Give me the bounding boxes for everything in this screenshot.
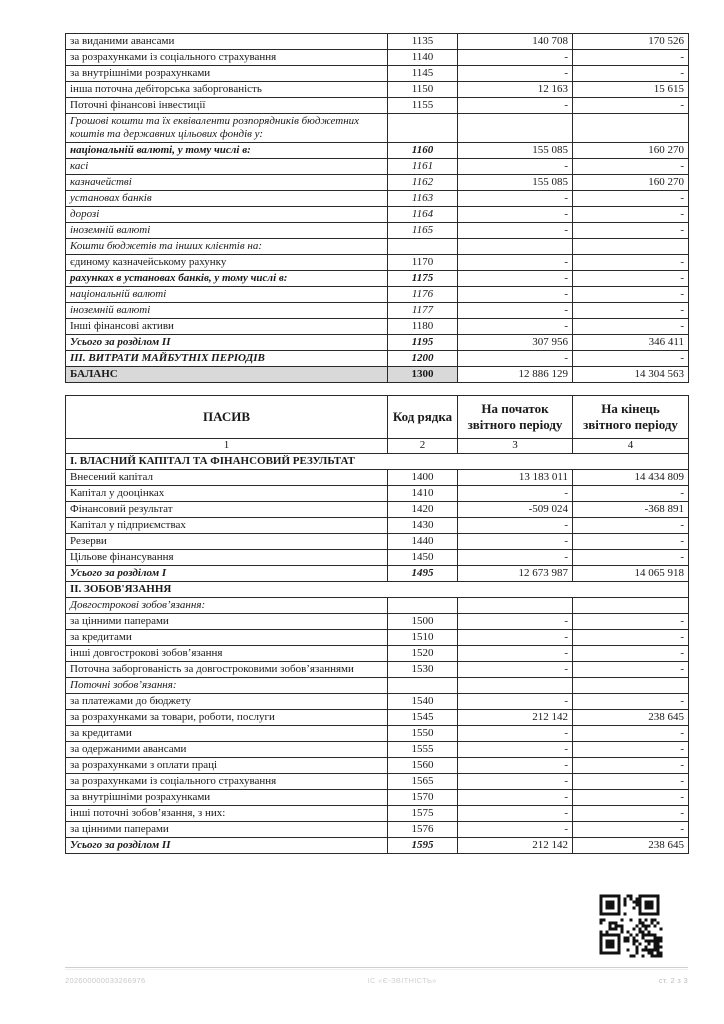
section-title: І. ВЛАСНИЙ КАПІТАЛ ТА ФІНАНСОВИЙ РЕЗУЛЬТАТ [66, 453, 689, 469]
table-row [66, 549, 689, 565]
value-period-start [458, 114, 573, 143]
value-period-start: 140 708 [458, 34, 573, 50]
value-period-end: - [573, 254, 689, 270]
value-period-start: - [458, 98, 573, 114]
value-period-end: - [573, 222, 689, 238]
table-row [66, 238, 689, 254]
table-row [66, 773, 689, 789]
value-period-start: - [458, 50, 573, 66]
value-period-end: 15 615 [573, 82, 689, 98]
row-code: 1155 [388, 98, 458, 114]
row-label: Усього за розділом ІІ [66, 837, 388, 853]
value-period-start: 155 085 [458, 142, 573, 158]
table-row [66, 286, 689, 302]
row-label: Поточні фінансові інвестиції [66, 98, 388, 114]
table-row [66, 821, 689, 837]
table-row [66, 661, 689, 677]
table-row [66, 34, 689, 50]
value-period-start: - [458, 613, 573, 629]
row-code: 1162 [388, 174, 458, 190]
row-code: 1180 [388, 318, 458, 334]
value-period-end: - [573, 350, 689, 366]
value-period-start: - [458, 789, 573, 805]
table-row [66, 805, 689, 821]
row-label: за цінними паперами [66, 821, 388, 837]
row-code: 1576 [388, 821, 458, 837]
section-row [66, 453, 689, 469]
row-label: установах банків [66, 190, 388, 206]
row-label: єдиному казначейському рахунку [66, 254, 388, 270]
value-period-end: 14 434 809 [573, 469, 689, 485]
value-period-start: - [458, 629, 573, 645]
row-code: 1560 [388, 757, 458, 773]
value-period-end: 170 526 [573, 34, 689, 50]
value-period-start [458, 238, 573, 254]
value-period-start [458, 677, 573, 693]
value-period-end: 238 645 [573, 709, 689, 725]
row-label: Кошти бюджетів та інших клієнтів на: [66, 238, 388, 254]
row-code [388, 238, 458, 254]
row-code: 1545 [388, 709, 458, 725]
column-number-2: 2 [388, 438, 458, 453]
value-period-end: - [573, 613, 689, 629]
column-header-code: Код рядка [388, 395, 458, 438]
value-period-end: - [573, 98, 689, 114]
table-row [66, 501, 689, 517]
value-period-end [573, 238, 689, 254]
value-period-end: - [573, 318, 689, 334]
liabilities-table [65, 395, 689, 854]
table-row [66, 190, 689, 206]
table-row [66, 98, 689, 114]
value-period-start: - [458, 286, 573, 302]
value-period-start: - [458, 741, 573, 757]
assets-table-body [66, 34, 689, 383]
footer-document-number: 202600000033266976 [65, 976, 146, 985]
value-period-start: - [458, 645, 573, 661]
table-row [66, 270, 689, 286]
value-period-start: - [458, 350, 573, 366]
value-period-start: - [458, 302, 573, 318]
column-number-3: 3 [458, 438, 573, 453]
table-row [66, 629, 689, 645]
row-code: 1150 [388, 82, 458, 98]
value-period-end: - [573, 629, 689, 645]
row-code: 1555 [388, 741, 458, 757]
table-row [66, 757, 689, 773]
value-period-start: 155 085 [458, 174, 573, 190]
column-header-period-end: На кінець звітного періоду [573, 395, 689, 438]
footer-page-number: ст. 2 з 3 [658, 976, 688, 985]
row-code: 1520 [388, 645, 458, 661]
value-period-end: - [573, 805, 689, 821]
value-period-end: - [573, 789, 689, 805]
row-code: 1530 [388, 661, 458, 677]
value-period-start: - [458, 533, 573, 549]
row-code: 1160 [388, 142, 458, 158]
table-row [66, 677, 689, 693]
row-code: 1430 [388, 517, 458, 533]
value-period-end: - [573, 821, 689, 837]
row-label: казначействі [66, 174, 388, 190]
row-label: за розрахунками за товари, роботи, послуги [66, 709, 388, 725]
value-period-end: - [573, 645, 689, 661]
value-period-end: 238 645 [573, 837, 689, 853]
table-row [66, 837, 689, 853]
table-row [66, 318, 689, 334]
table-row [66, 645, 689, 661]
table-row [66, 50, 689, 66]
row-label: інші поточні зобов’язання, з них: [66, 805, 388, 821]
row-code: 1170 [388, 254, 458, 270]
value-period-start: - [458, 549, 573, 565]
table-row [66, 693, 689, 709]
row-code: 1500 [388, 613, 458, 629]
table-row [66, 597, 689, 613]
row-label: за розрахунками із соціального страхування [66, 50, 388, 66]
value-period-end: - [573, 66, 689, 82]
row-code: 1595 [388, 837, 458, 853]
value-period-end [573, 114, 689, 143]
row-label: інша поточна дебіторська заборгованість [66, 82, 388, 98]
table-row [66, 350, 689, 366]
row-code [388, 597, 458, 613]
row-code: 1420 [388, 501, 458, 517]
balance-sheet-page [65, 33, 688, 854]
value-period-end: 346 411 [573, 334, 689, 350]
table-row [66, 82, 689, 98]
row-label: Усього за розділом І [66, 565, 388, 581]
row-code: 1164 [388, 206, 458, 222]
value-period-end: - [573, 725, 689, 741]
section-title: ІІ. ЗОБОВ'ЯЗАННЯ [66, 581, 689, 597]
row-label: за розрахунками з оплати праці [66, 757, 388, 773]
value-period-end: - [573, 661, 689, 677]
table-row [66, 66, 689, 82]
column-number-row [66, 438, 689, 453]
row-label: дорозі [66, 206, 388, 222]
row-label: Цільове фінансування [66, 549, 388, 565]
assets-table-continuation [65, 33, 689, 383]
table-row [66, 206, 689, 222]
row-code: 1195 [388, 334, 458, 350]
row-label: іноземній валюті [66, 302, 388, 318]
value-period-end: - [573, 50, 689, 66]
row-label: за одержаними авансами [66, 741, 388, 757]
table-row [66, 469, 689, 485]
value-period-start: - [458, 158, 573, 174]
value-period-start: - [458, 206, 573, 222]
value-period-end: - [573, 533, 689, 549]
row-code: 1400 [388, 469, 458, 485]
qr-code [598, 893, 664, 959]
row-code [388, 677, 458, 693]
table-row [66, 565, 689, 581]
table-row [66, 158, 689, 174]
value-period-end: - [573, 206, 689, 222]
row-label: за кредитами [66, 629, 388, 645]
liabilities-header-row [66, 395, 689, 438]
row-label: Капітал у дооцінках [66, 485, 388, 501]
footer-divider [65, 967, 688, 970]
column-header-period-start: На початок звітного періоду [458, 395, 573, 438]
table-row [66, 254, 689, 270]
value-period-end: - [573, 693, 689, 709]
row-code: 1565 [388, 773, 458, 789]
row-label: національній валюті, у тому числі в: [66, 142, 388, 158]
row-code: 1510 [388, 629, 458, 645]
row-code: 1145 [388, 66, 458, 82]
column-number-4: 4 [573, 438, 689, 453]
row-code: 1200 [388, 350, 458, 366]
value-period-end: - [573, 158, 689, 174]
row-label: за кредитами [66, 725, 388, 741]
value-period-start: 212 142 [458, 709, 573, 725]
table-row [66, 222, 689, 238]
row-label: Грошові кошти та їх еквіваленти розпорядників бюджетних коштів та державних цільових фондів у: [66, 114, 388, 143]
row-label: касі [66, 158, 388, 174]
value-period-end: 160 270 [573, 174, 689, 190]
row-label: рахунках в установах банків, у тому числі в: [66, 270, 388, 286]
row-code: 1163 [388, 190, 458, 206]
row-label: інші довгострокові зобов’язання [66, 645, 388, 661]
table-row [66, 725, 689, 741]
table-row [66, 334, 689, 350]
row-label: БАЛАНС [66, 366, 388, 382]
value-period-end: 14 065 918 [573, 565, 689, 581]
table-row [66, 302, 689, 318]
value-period-start: 307 956 [458, 334, 573, 350]
table-row [66, 366, 689, 382]
value-period-start: 13 183 011 [458, 469, 573, 485]
value-period-start: 12 886 129 [458, 366, 573, 382]
row-code: 1300 [388, 366, 458, 382]
row-code: 1440 [388, 533, 458, 549]
value-period-end [573, 677, 689, 693]
value-period-start: - [458, 661, 573, 677]
page-footer [65, 976, 688, 985]
value-period-start: - [458, 222, 573, 238]
value-period-end: 160 270 [573, 142, 689, 158]
table-row [66, 533, 689, 549]
row-code: 1177 [388, 302, 458, 318]
value-period-end: - [573, 773, 689, 789]
table-row [66, 709, 689, 725]
row-label: Резерви [66, 533, 388, 549]
column-number-1: 1 [66, 438, 388, 453]
row-label: Довгострокові зобов’язання: [66, 597, 388, 613]
row-label: Капітал у підприємствах [66, 517, 388, 533]
row-code: 1495 [388, 565, 458, 581]
value-period-end: - [573, 517, 689, 533]
value-period-start: -509 024 [458, 501, 573, 517]
row-label: за виданими авансами [66, 34, 388, 50]
row-label: ІІІ. ВИТРАТИ МАЙБУТНІХ ПЕРІОДІВ [66, 350, 388, 366]
value-period-start: - [458, 318, 573, 334]
value-period-end: - [573, 485, 689, 501]
row-label: Інші фінансові активи [66, 318, 388, 334]
value-period-start: - [458, 270, 573, 286]
table-row [66, 174, 689, 190]
value-period-start: - [458, 805, 573, 821]
column-header-pasyv: ПАСИВ [66, 395, 388, 438]
section-row [66, 581, 689, 597]
table-row [66, 517, 689, 533]
row-code: 1575 [388, 805, 458, 821]
table-row [66, 485, 689, 501]
row-code: 1540 [388, 693, 458, 709]
row-label: іноземній валюті [66, 222, 388, 238]
table-row [66, 142, 689, 158]
row-label: Внесений капітал [66, 469, 388, 485]
value-period-start: - [458, 517, 573, 533]
row-code: 1140 [388, 50, 458, 66]
row-label: за цінними паперами [66, 613, 388, 629]
value-period-start: - [458, 66, 573, 82]
value-period-end: -368 891 [573, 501, 689, 517]
value-period-start: - [458, 190, 573, 206]
value-period-end: - [573, 549, 689, 565]
value-period-start: 212 142 [458, 837, 573, 853]
row-code: 1165 [388, 222, 458, 238]
value-period-start: 12 163 [458, 82, 573, 98]
liabilities-table-body [66, 453, 689, 853]
value-period-end: - [573, 190, 689, 206]
row-label: Фінансовий результат [66, 501, 388, 517]
table-row [66, 613, 689, 629]
value-period-start: - [458, 254, 573, 270]
value-period-start: - [458, 693, 573, 709]
value-period-start: - [458, 725, 573, 741]
row-code: 1570 [388, 789, 458, 805]
row-label: за розрахунками із соціального страхування [66, 773, 388, 789]
value-period-start [458, 597, 573, 613]
value-period-start: 12 673 987 [458, 565, 573, 581]
row-code: 1550 [388, 725, 458, 741]
row-label: за внутрішніми розрахунками [66, 66, 388, 82]
row-code: 1410 [388, 485, 458, 501]
row-label: за платежами до бюджету [66, 693, 388, 709]
value-period-end: - [573, 270, 689, 286]
row-code: 1450 [388, 549, 458, 565]
table-row [66, 741, 689, 757]
row-label: національній валюті [66, 286, 388, 302]
value-period-start: - [458, 757, 573, 773]
value-period-end: - [573, 286, 689, 302]
value-period-end: 14 304 563 [573, 366, 689, 382]
table-row [66, 789, 689, 805]
row-label: Усього за розділом ІІ [66, 334, 388, 350]
footer-system-name: ІС «Є-ЗВІТНІСТЬ» [367, 976, 437, 985]
row-code [388, 114, 458, 143]
row-code: 1175 [388, 270, 458, 286]
value-period-start: - [458, 773, 573, 789]
value-period-end: - [573, 757, 689, 773]
value-period-end: - [573, 741, 689, 757]
value-period-end [573, 597, 689, 613]
value-period-end: - [573, 302, 689, 318]
row-code: 1135 [388, 34, 458, 50]
value-period-start: - [458, 821, 573, 837]
table-row [66, 114, 689, 143]
row-code: 1176 [388, 286, 458, 302]
row-label: Поточна заборгованість за довгостроковими зобов’язаннями [66, 661, 388, 677]
row-label: за внутрішніми розрахунками [66, 789, 388, 805]
value-period-start: - [458, 485, 573, 501]
row-label: Поточні зобов’язання: [66, 677, 388, 693]
row-code: 1161 [388, 158, 458, 174]
